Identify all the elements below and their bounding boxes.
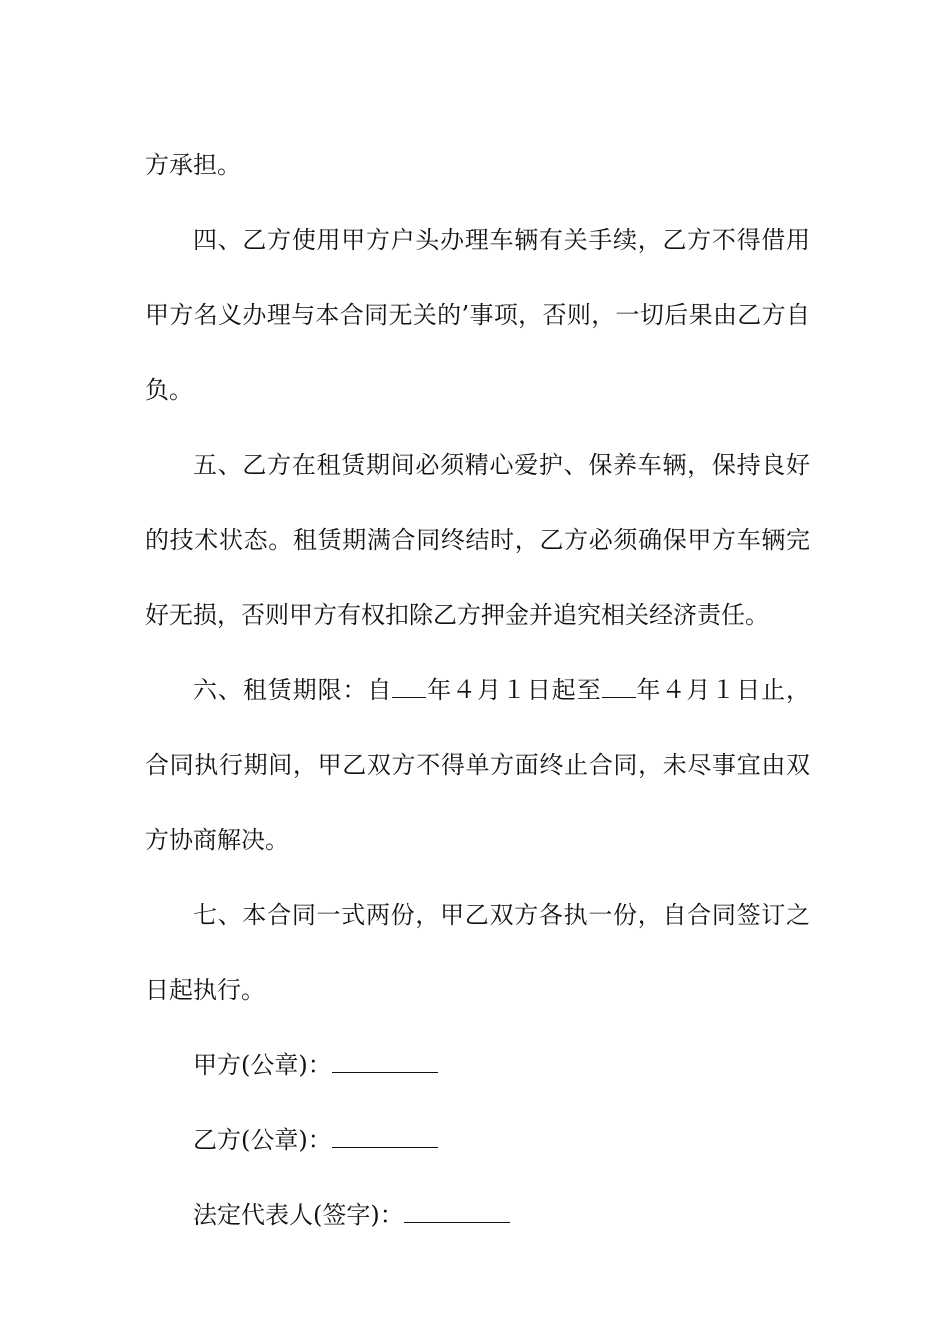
clause-seven: 七、本合同一式两份，甲乙双方各执一份，自合同签订之日起执行。 [145,901,810,1004]
legal-rep-label: 法定代表人(签字)： [193,1201,404,1229]
clause-six-part3: 年４月１日止，合同执行期间，甲乙双方不得单方面终止合同，未尽事宜由双方协商解决。 [145,676,811,854]
party-a-sign-line [332,1050,438,1073]
party-b-label: 乙方(公章)： [193,1126,332,1154]
clause-six-part1: 六、租赁期限：自 [193,676,393,704]
clause-six-part2: 年４月１日起至 [426,676,602,704]
signature-party-a [145,1028,810,1103]
party-a-label: 甲方(公章)： [193,1051,332,1079]
legal-rep-sign-line [404,1200,510,1223]
clause-five: 五、乙方在租赁期间必须精心爱护、保养车辆，保持良好的技术状态。租赁期满合同终结时，乙方必须确保甲方车辆完好无损，否则甲方有权扣除乙方押金并追究相关经济责任。 [145,451,810,629]
signature-legal-rep [145,1178,810,1253]
end-year-blank [602,677,636,698]
signature-party-b [145,1103,810,1178]
contract-body [145,128,810,1253]
clause-four: 四、乙方使用甲方户头办理车辆有关手续，乙方不得借用甲方名义办理与本合同无关的’事项，否则，一切后果由乙方自负。 [145,226,810,404]
clause-six [145,653,810,878]
paragraph-continuation: 方承担。 [145,151,241,179]
start-year-blank [392,677,426,698]
party-b-sign-line [332,1125,438,1148]
